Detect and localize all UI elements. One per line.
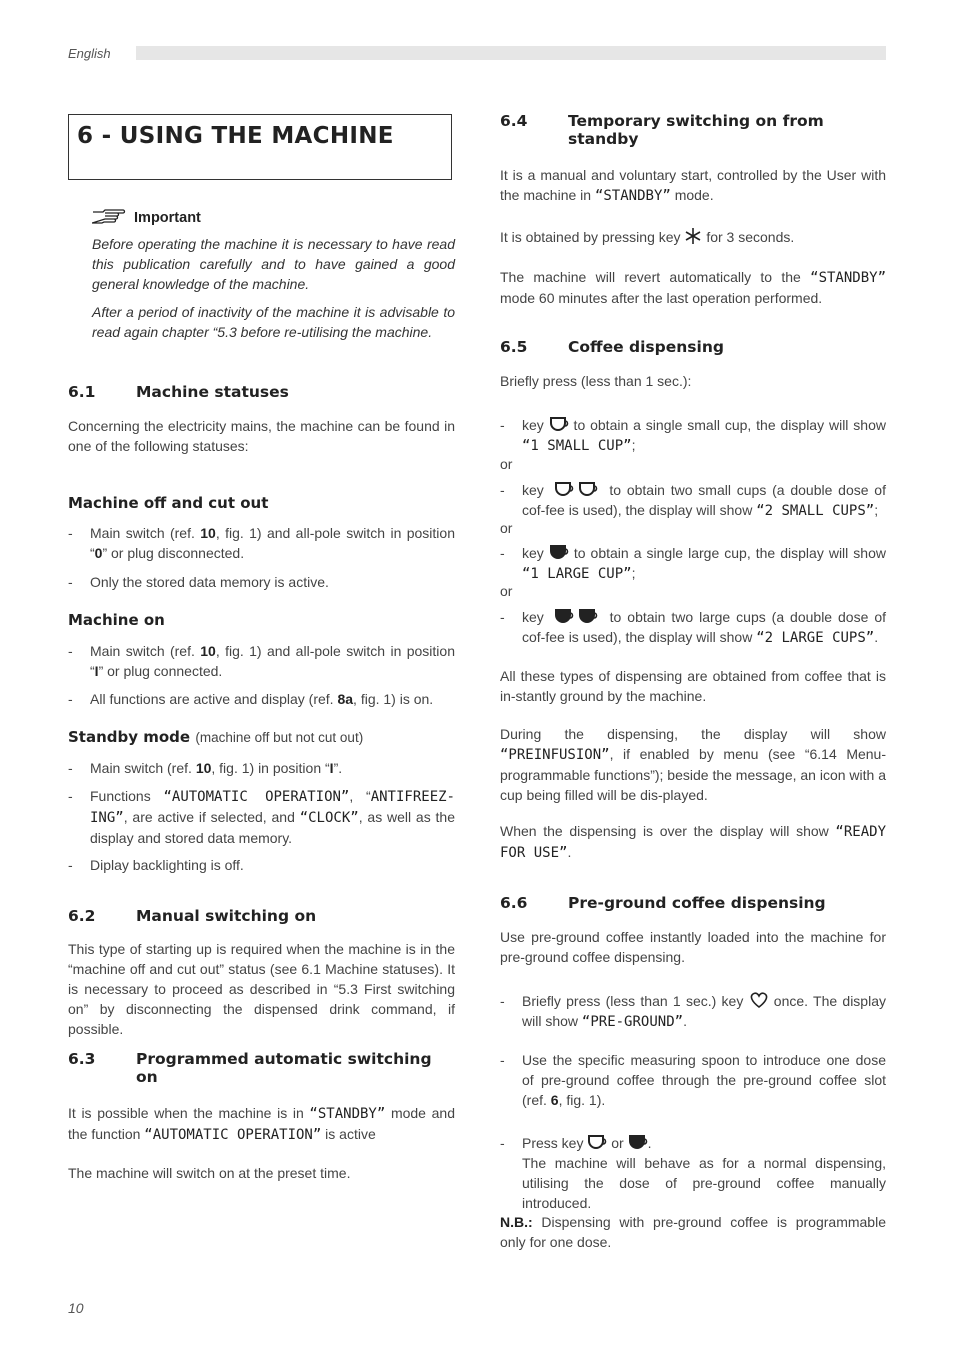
s63-text-1: It is possible when the machine is in “STANDBY” mode and the function “AUTOMATIC OPERATION” is active (68, 1105, 455, 1143)
list-item: - Main switch (ref. 10, fig. 1) and all-pole switch in position “0” or plug disconnected. (68, 525, 455, 561)
two-small-cups-icon (550, 480, 604, 498)
section-heading-6-6: 6.6 Pre-ground coffee dispensing (500, 894, 826, 912)
s64-text-3: The machine will revert automatically to the “STANDBY” mode 60 minutes after the last operation performed. (500, 269, 886, 306)
or-separator: or (500, 583, 513, 599)
list-item: - key to obtain a single small cup, the display will show “1 SMALL CUP”; (500, 417, 886, 454)
header-language: English (68, 46, 111, 61)
list-item: - Use the specific measuring spoon to introduce one dose of pre-ground coffee through the pre-ground coffee slot (ref. 6, fig. 1). (500, 1052, 886, 1108)
header-bar (136, 46, 886, 60)
small-cup-icon (587, 1133, 607, 1151)
s65-paragraph-3: When the dispensing is over the display will show “READY FOR USE”. (500, 823, 886, 861)
section-heading-6-2: 6.2 Manual switching on (68, 907, 317, 925)
section-heading-6-3: 6.3 Programmed automatic switching on (68, 1050, 432, 1086)
s65-paragraph-2: During the dispensing, the display will show “PREINFUSION”, if enabled by menu (see “6.14 Menu-programmable functions”); beside the message, an icon with a cup being filled will be dis-played. (500, 726, 886, 803)
important-heading (92, 208, 201, 226)
s64-text-1: It is a manual and voluntary start, controlled by the User with the machine in “STANDBY” mode. (500, 167, 886, 204)
large-cup-icon (628, 1133, 648, 1151)
list-item: - Main switch (ref. 10, fig. 1) and all-pole switch in position “I” or plug connected. (68, 643, 455, 679)
pre-ground-key-icon (749, 991, 769, 1009)
s61-intro: Concerning the electricity mains, the machine can be found in one of the following statuses: (68, 418, 455, 454)
s65-intro: Briefly press (less than 1 sec.): (500, 373, 692, 389)
machine-on-heading: Machine on (68, 611, 165, 629)
section-number: 6.1 (68, 383, 96, 401)
standby-key-icon (684, 227, 702, 245)
section-heading-6-5: 6.5 Coffee dispensing (500, 338, 724, 356)
list-item: - Functions “AUTOMATIC OPERATION”, “ANTIFREEZ-ING”, are active if selected, and “CLOCK”, as well as the display and stored data memory. (68, 788, 455, 846)
list-item: - Diplay backlighting is off. (68, 857, 244, 873)
important-label: Important (134, 210, 201, 226)
s63-text-2: The machine will switch on at the preset time. (68, 1165, 351, 1181)
chapter-title: 6 - USING THE MACHINE (77, 123, 394, 149)
machine-off-heading: Machine off and cut out (68, 494, 269, 512)
s66-intro: Use pre-ground coffee instantly loaded into the machine for pre-ground coffee dispensing. (500, 929, 886, 965)
chapter-title-box (68, 114, 452, 180)
list-item: - Briefly press (less than 1 sec.) key once. The display will show “PRE-GROUND”. (500, 993, 886, 1030)
or-separator: or (500, 456, 513, 472)
nb-note: N.B.: Dispensing with pre-ground coffee is programmable only for one dose. (500, 1214, 886, 1250)
s64-text-2: It is obtained by pressing key for 3 seconds. (500, 229, 795, 245)
important-paragraph-1: Before operating the machine it is necessary to have read this publication carefully and to have gained a good general knowledge of the machine. (92, 236, 455, 292)
two-large-cups-icon (550, 607, 604, 625)
list-item: - All functions are active and display (ref. 8a, fig. 1) is on. (68, 691, 434, 707)
section-heading-6-4: 6.4 Temporary switching on from standby (500, 112, 824, 148)
pointing-hand-icon (92, 208, 130, 224)
or-separator: or (500, 520, 513, 536)
small-cup-icon (549, 415, 569, 433)
list-item: - key to obtain two small cups (a double dose of cof-fee is used), the display will show “2 SMALL CUPS”; (500, 482, 886, 519)
section-heading-6-1 (68, 383, 289, 401)
important-paragraph-2: After a period of inactivity of the machine it is advisable to read again chapter “5.3 before re-utilising the machine. (92, 304, 455, 340)
list-item: - Main switch (ref. 10, fig. 1) in position “I”. (68, 760, 343, 776)
list-item: - key to obtain two large cups (a double dose of cof-fee is used), the display will show “2 LARGE CUPS”. (500, 609, 886, 646)
standby-heading: Standby mode (machine off but not cut out) (68, 728, 364, 746)
s62-text: This type of starting up is required when the machine is in the “machine off and cut out” status (see 6.1 Machine statuses). It is necessary to proceed as described in “5.3 First switching on” by disconnecting the dispensed drink command, if possible. (68, 941, 455, 1037)
list-item: - Press key or . The machine will behave as for a normal dispensing, utilising the dose of pre-ground coffee manually introduced. (500, 1135, 886, 1211)
list-item: - key to obtain a single large cup, the display will show “1 LARGE CUP”; (500, 545, 886, 582)
section-title: Machine statuses (136, 383, 289, 401)
page-number: 10 (68, 1300, 84, 1316)
list-item: - Only the stored data memory is active. (68, 574, 329, 590)
large-cup-icon (549, 543, 569, 561)
s65-paragraph-1: All these types of dispensing are obtained from coffee that is in-stantly ground by the machine. (500, 668, 886, 704)
